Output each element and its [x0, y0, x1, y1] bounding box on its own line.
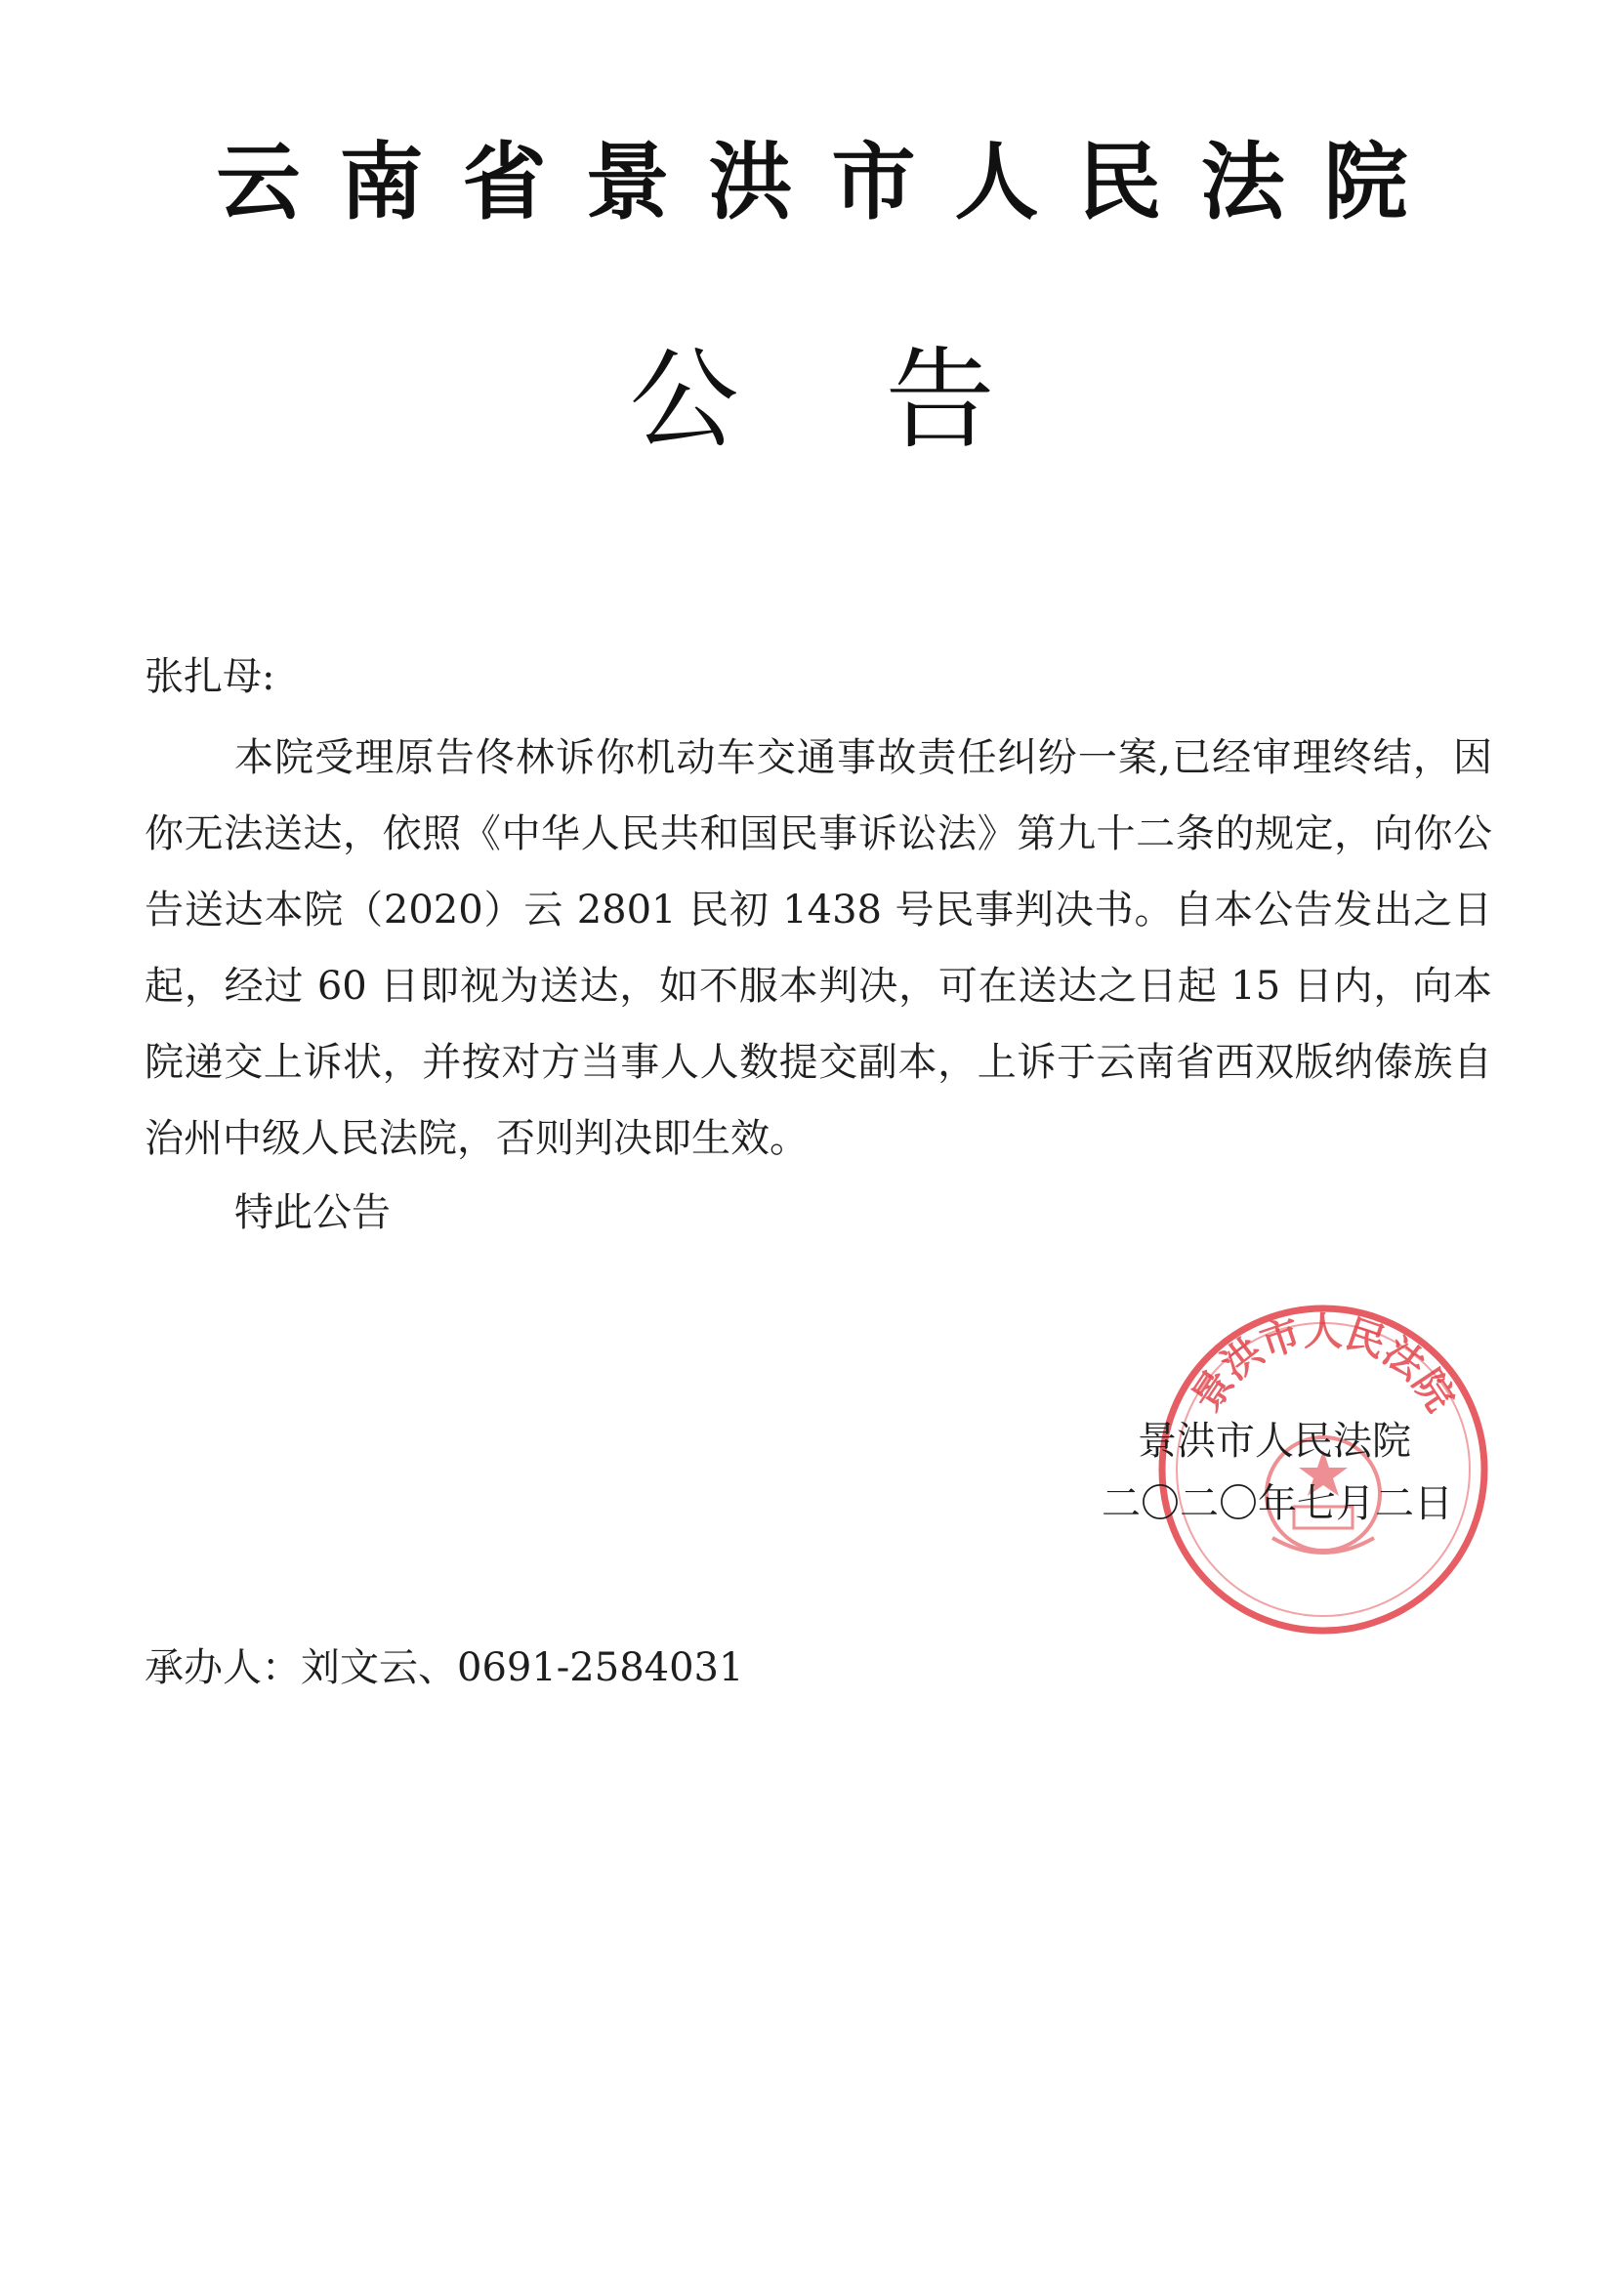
notice-body: 本院受理原告佟林诉你机动车交通事故责任纠纷一案,已经审理终结，因你无法送达，依照《中华人民共和国民事诉讼法》第九十二条的规定，向你公告送达本院（2020）云 2801 民初 1438 号民事判决书。自本公告发出之日起，经过 60 日即视为送达，如不服本判决，可在送达之日起 15 日内，向本院递交上诉状，并按对方当事人人数提交副本，上诉于云南省西双版纳傣族自治州中级人民法院，否则判决即生效。 — [145, 735, 1492, 1161]
court-name-heading: 云南省景洪市人民法院 — [216, 134, 1447, 231]
signature-court: 景洪市人民法院 — [1138, 1419, 1411, 1464]
handler-contact: 承办人：刘文云、0691-2584031 — [145, 1645, 744, 1690]
signature-date: 二〇二〇年七月二日 — [1102, 1481, 1453, 1526]
court-seal-stamp — [1147, 1294, 1499, 1645]
closing-remark: 特此公告 — [234, 1190, 391, 1235]
salutation: 张扎母: — [145, 654, 275, 699]
notice-title: 公告 — [629, 337, 1142, 464]
svg-text:景洪市人民法院 — [1184, 1309, 1462, 1420]
seal-text: 景洪市人民法院 — [1184, 1309, 1463, 1420]
